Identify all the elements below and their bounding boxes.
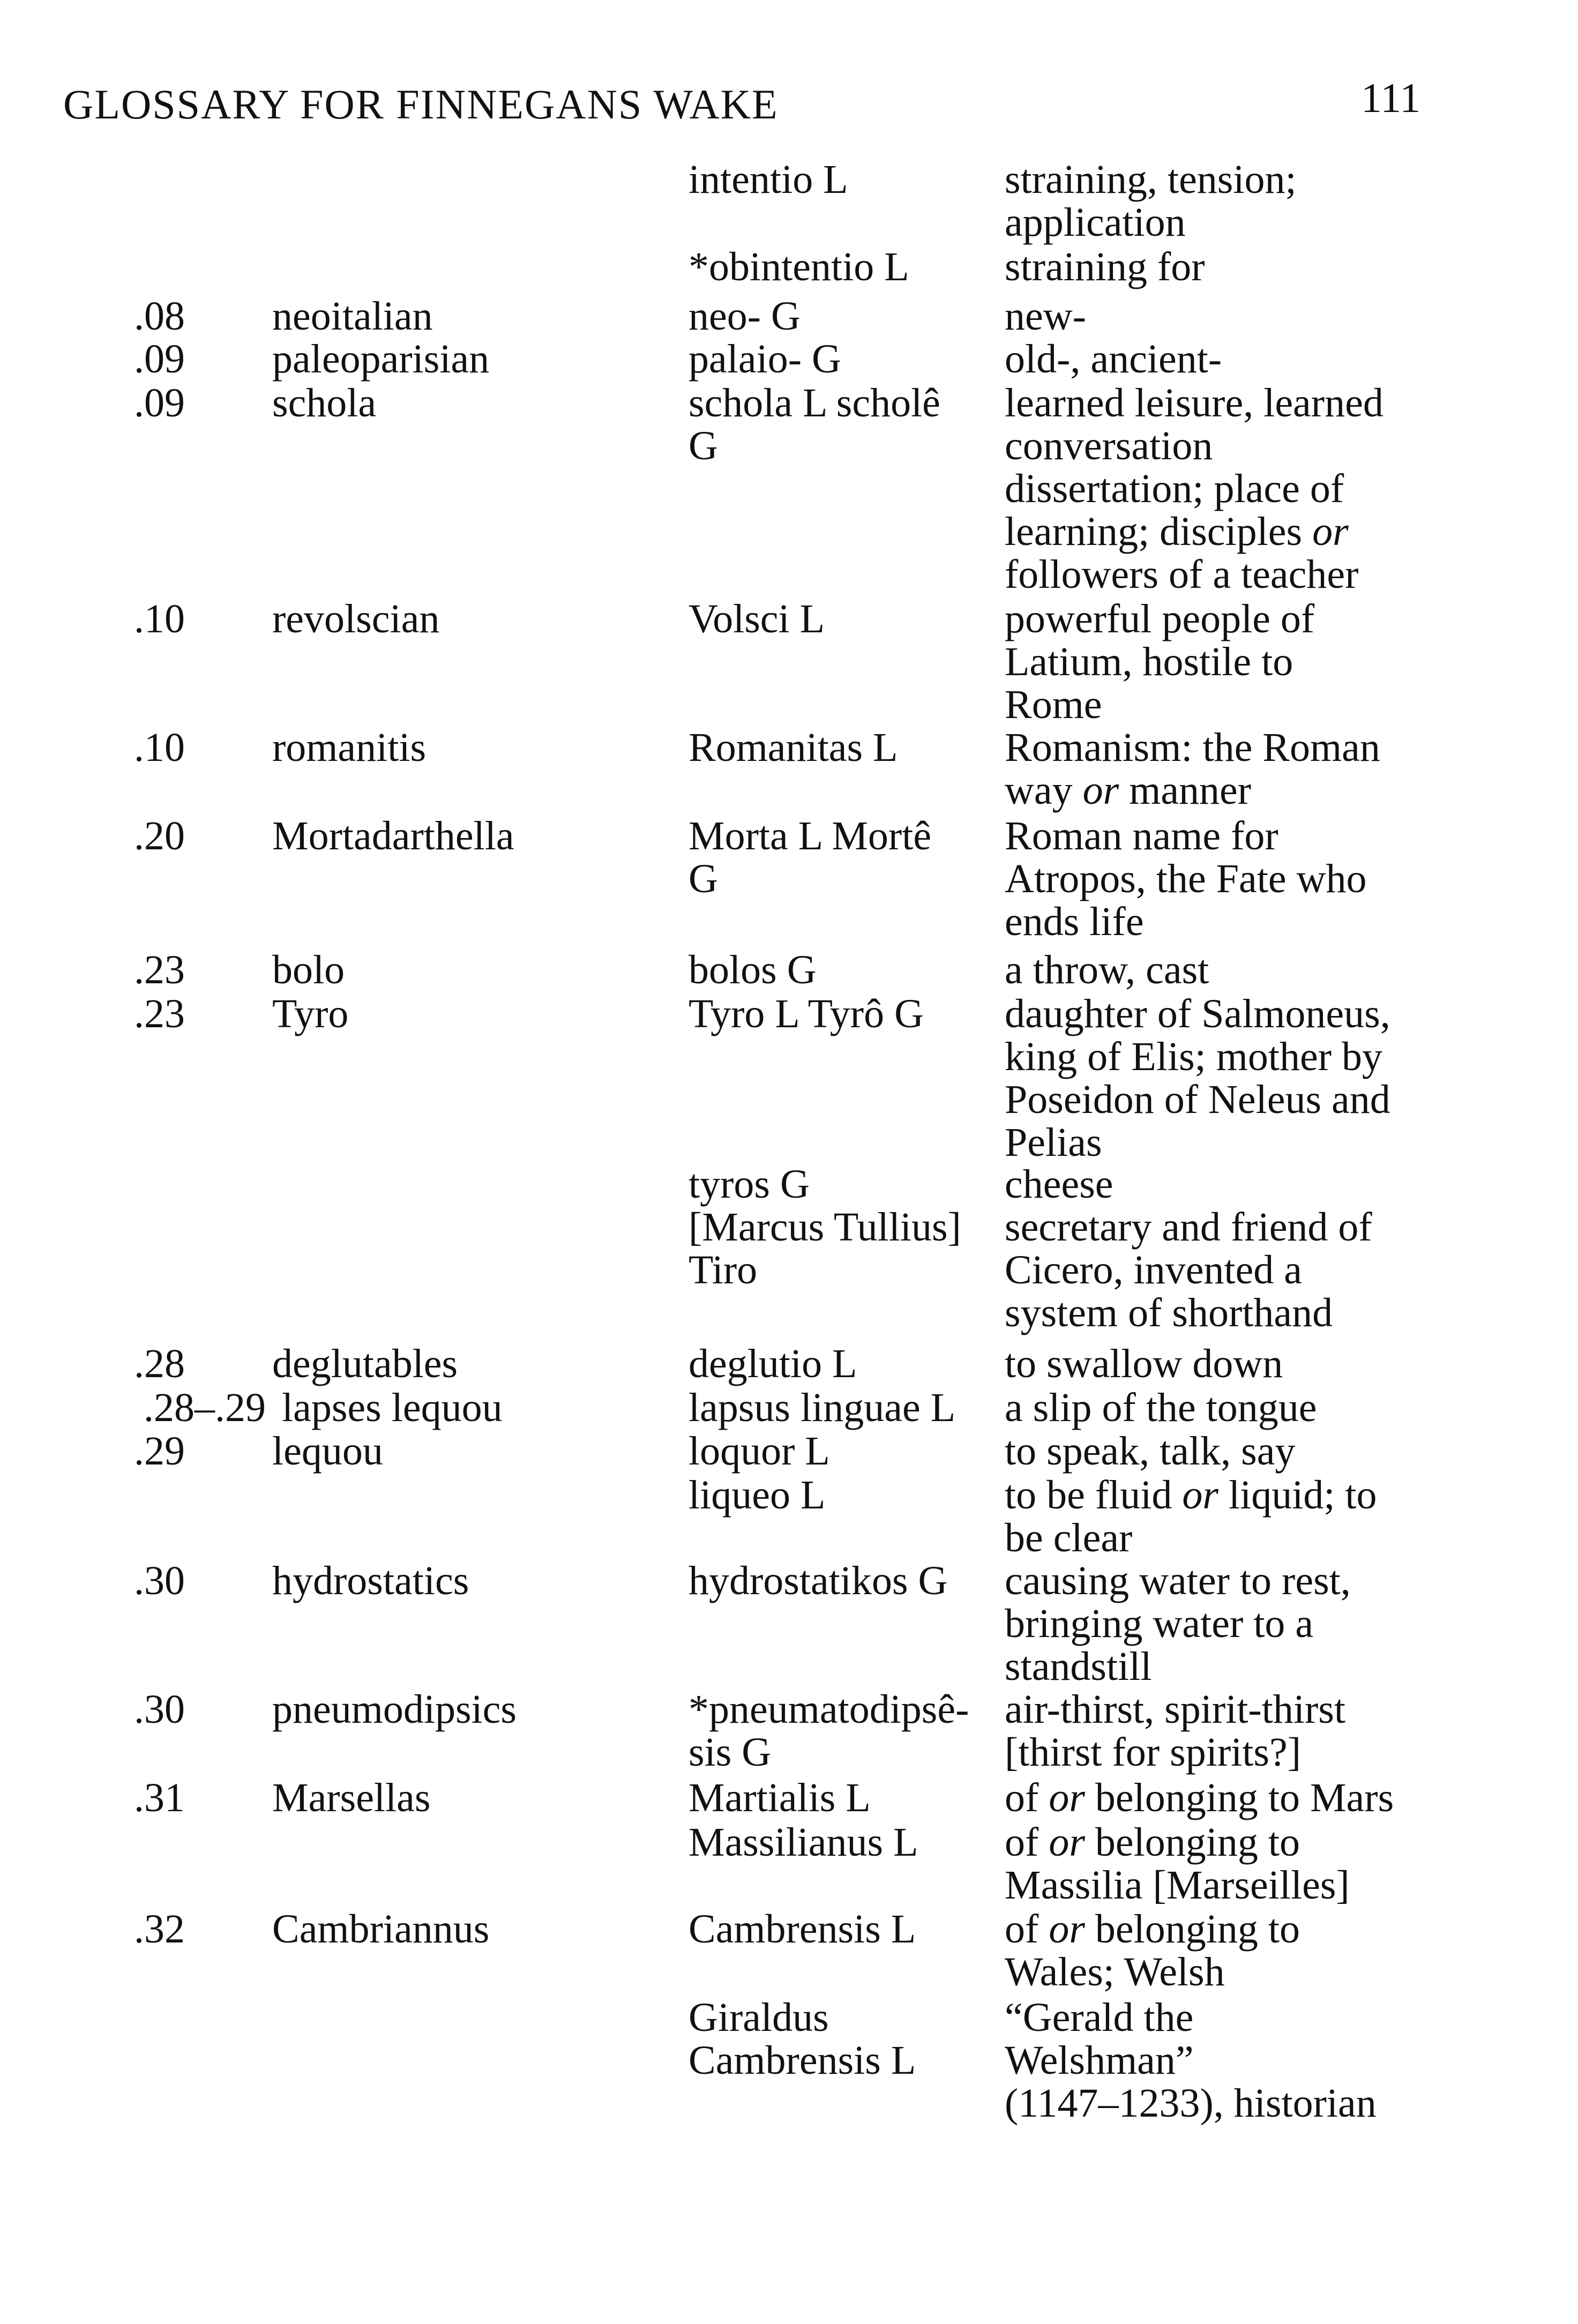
definition: straining, tension; application — [1005, 157, 1297, 245]
headword: pneumodipsics — [272, 1687, 517, 1732]
headword: Marsellas — [272, 1775, 431, 1820]
line-reference: .29 — [134, 1429, 185, 1474]
definition: powerful people of Latium, hostile to Rome — [1005, 596, 1315, 727]
definition: Roman name for Atropos, the Fate who ends life — [1005, 813, 1367, 944]
source-word: Massilianus L — [689, 1820, 918, 1865]
definition: cheese — [1005, 1162, 1113, 1207]
headword: neoitalian — [272, 294, 433, 339]
line-reference: .20 — [134, 813, 185, 858]
line-reference: .31 — [134, 1775, 185, 1820]
headword: schola — [272, 380, 377, 425]
page-number: 111 — [1361, 74, 1421, 121]
line-reference: .28–.29 — [144, 1385, 266, 1430]
definition: old-, ancient- — [1005, 337, 1222, 382]
source-word: *obintentio L — [689, 244, 909, 289]
source-word: liqueo L — [689, 1473, 826, 1518]
source-word: Giraldus Cambrensis L — [689, 1995, 916, 2083]
line-reference: .09 — [134, 337, 185, 382]
definition: to be fluid or liquid; to be clear — [1005, 1473, 1377, 1560]
source-word: loquor L — [689, 1429, 830, 1474]
headword: lequou — [272, 1429, 383, 1474]
line-reference: .10 — [134, 725, 185, 770]
headword: bolo — [272, 947, 345, 992]
headword: paleoparisian — [272, 337, 490, 382]
line-reference: .09 — [134, 380, 185, 425]
source-word: neo- G — [689, 294, 801, 339]
definition: straining for — [1005, 244, 1205, 289]
headword: Mortadarthella — [272, 813, 514, 858]
definition: of or belonging to Wales; Welsh — [1005, 1907, 1300, 1994]
definition: causing water to rest, bringing water to a standstill — [1005, 1558, 1351, 1689]
headword: lapses lequou — [282, 1385, 503, 1430]
headword: deglutables — [272, 1341, 458, 1386]
headword: romanitis — [272, 725, 427, 770]
definition: to swallow down — [1005, 1341, 1283, 1386]
source-word: Cambrensis L — [689, 1907, 916, 1952]
definition: learned leisure, learned conversation dissertation; place of learning; disciples or followers of a teacher — [1005, 380, 1383, 597]
line-reference: .28 — [134, 1341, 185, 1386]
headword: hydrostatics — [272, 1558, 469, 1603]
line-reference: .10 — [134, 596, 185, 641]
source-word: Martialis L — [689, 1775, 871, 1820]
source-word: tyros G — [689, 1162, 810, 1207]
definition: of or belonging to Massilia [Marseilles] — [1005, 1820, 1350, 1908]
source-word: Volsci L — [689, 596, 825, 641]
headword: revolscian — [272, 596, 440, 641]
line-reference: .30 — [134, 1558, 185, 1603]
line-reference: .30 — [134, 1687, 185, 1732]
headword: Cambriannus — [272, 1907, 490, 1952]
source-word: lapsus linguae L — [689, 1385, 956, 1430]
line-reference: .23 — [134, 991, 185, 1036]
definition: secretary and friend of Cicero, invented a system of shorthand — [1005, 1205, 1372, 1335]
source-word: bolos G — [689, 947, 817, 992]
definition: to speak, talk, say — [1005, 1429, 1296, 1474]
source-word: Morta L Mortê G — [689, 813, 932, 901]
source-word: hydrostatikos G — [689, 1558, 948, 1603]
definition: air-thirst, spirit-thirst [thirst for spirits?] — [1005, 1687, 1345, 1775]
headword: Tyro — [272, 991, 349, 1036]
source-word: deglutio L — [689, 1341, 857, 1386]
source-word: [Marcus Tullius] Tiro — [689, 1205, 961, 1292]
source-word: *pneumatodipsê- sis G — [689, 1687, 969, 1775]
line-reference: .32 — [134, 1907, 185, 1952]
definition: a throw, cast — [1005, 947, 1209, 992]
running-title: GLOSSARY FOR FINNEGANS WAKE — [63, 81, 779, 128]
source-word: intentio L — [689, 157, 848, 202]
line-reference: .23 — [134, 947, 185, 992]
definition: new- — [1005, 294, 1086, 339]
definition: of or belonging to Mars — [1005, 1775, 1394, 1820]
definition: “Gerald the Welshman” (1147–1233), historian — [1005, 1995, 1377, 2126]
definition: a slip of the tongue — [1005, 1385, 1317, 1430]
source-word: Romanitas L — [689, 725, 898, 770]
line-reference: .08 — [134, 294, 185, 339]
definition: Romanism: the Roman way or manner — [1005, 725, 1380, 813]
source-word: Tyro L Tyrô G — [689, 991, 924, 1036]
definition: daughter of Salmoneus, king of Elis; mother by Poseidon of Neleus and Pelias — [1005, 991, 1390, 1165]
source-word: schola L scholê G — [689, 380, 940, 468]
source-word: palaio- G — [689, 337, 841, 382]
